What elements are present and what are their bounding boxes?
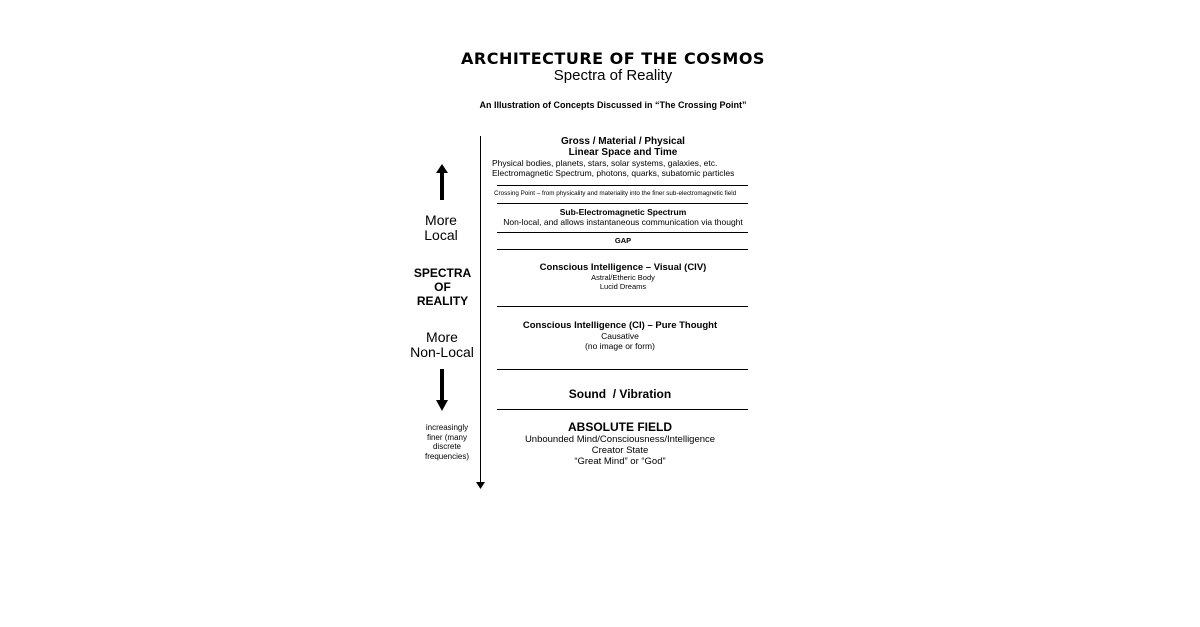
- absolute-line-1: Unbounded Mind/Consciousness/Intelligence: [524, 434, 716, 445]
- absolute-heading: ABSOLUTE FIELD: [568, 420, 672, 434]
- absolute-line-3: “Great Mind” or “God”: [574, 456, 666, 467]
- diagram-title: ARCHITECTURE OF THE COSMOS: [461, 49, 765, 68]
- finer-line-4: frequencies): [424, 451, 470, 461]
- sub-em-line-1: Non-local, and allows instantaneous communication via thought: [503, 217, 743, 227]
- section-gross: [488, 136, 758, 158]
- more-local-label: [400, 213, 482, 243]
- more-non-local-label: [400, 330, 484, 360]
- more-non-local-line-1: More: [426, 329, 458, 345]
- ci-heading: Conscious Intelligence (CI) – Pure Thought: [522, 320, 718, 331]
- increasingly-finer-label: [410, 423, 484, 461]
- more-local-line-2: Local: [424, 227, 458, 243]
- main-axis-arrowhead: [476, 482, 485, 490]
- gross-heading-2: Linear Space and Time: [568, 147, 678, 158]
- civ-line-2: Lucid Dreams: [599, 282, 647, 291]
- gap-label: GAP: [614, 236, 632, 245]
- spectra-line-3: REALITY: [416, 294, 469, 308]
- finer-line-2: finer (many: [426, 432, 467, 442]
- divider-7: [497, 409, 748, 410]
- finer-line-1: increasingly: [425, 423, 469, 432]
- divider-6: [497, 369, 748, 370]
- illustration-note: An Illustration of Concepts Discussed in “The Crossing Point”: [479, 100, 747, 110]
- sub-em-heading: Sub-Electromagnetic Spectrum: [559, 207, 687, 217]
- gross-details: [492, 158, 772, 178]
- spectra-line-2: OF: [434, 280, 451, 294]
- ci-line-2: (no image or form): [585, 341, 655, 351]
- absolute-line-2: Creator State: [591, 445, 649, 456]
- divider-3: [497, 232, 748, 233]
- spectra-of-reality-label: [400, 266, 485, 308]
- more-non-local-line-2: Non-Local: [410, 344, 474, 360]
- divider-1: [497, 185, 748, 186]
- arrow-down-icon: [436, 369, 448, 411]
- civ-heading: Conscious Intelligence – Visual (CIV): [539, 262, 707, 273]
- gross-heading-1: Gross / Material / Physical: [561, 136, 685, 147]
- section-absolute-field: [485, 421, 755, 467]
- divider-2: [497, 203, 748, 204]
- ci-line-1: Causative: [601, 331, 639, 341]
- section-sub-em: [488, 207, 758, 227]
- civ-line-1: Astral/Etheric Body: [591, 273, 655, 282]
- section-civ: [488, 262, 758, 291]
- sound-vibration-label: Sound / Vibration: [568, 387, 672, 401]
- more-local-line-1: More: [425, 212, 457, 228]
- crossing-point-text: Crossing Point – from physicality and materiality into the finer sub-electromagnetic field: [494, 190, 737, 197]
- finer-line-3: discrete: [432, 442, 461, 451]
- gross-line-1: Physical bodies, planets, stars, solar systems, galaxies, etc.: [492, 158, 718, 168]
- divider-4: [497, 249, 748, 250]
- arrow-up-icon: [436, 164, 448, 200]
- spectra-line-1: SPECTRA: [413, 266, 472, 280]
- gross-line-2: Electromagnetic Spectrum, photons, quarks, subatomic particles: [492, 168, 735, 178]
- divider-5: [497, 306, 748, 307]
- section-ci: [485, 320, 755, 351]
- diagram-subtitle: Spectra of Reality: [553, 67, 673, 84]
